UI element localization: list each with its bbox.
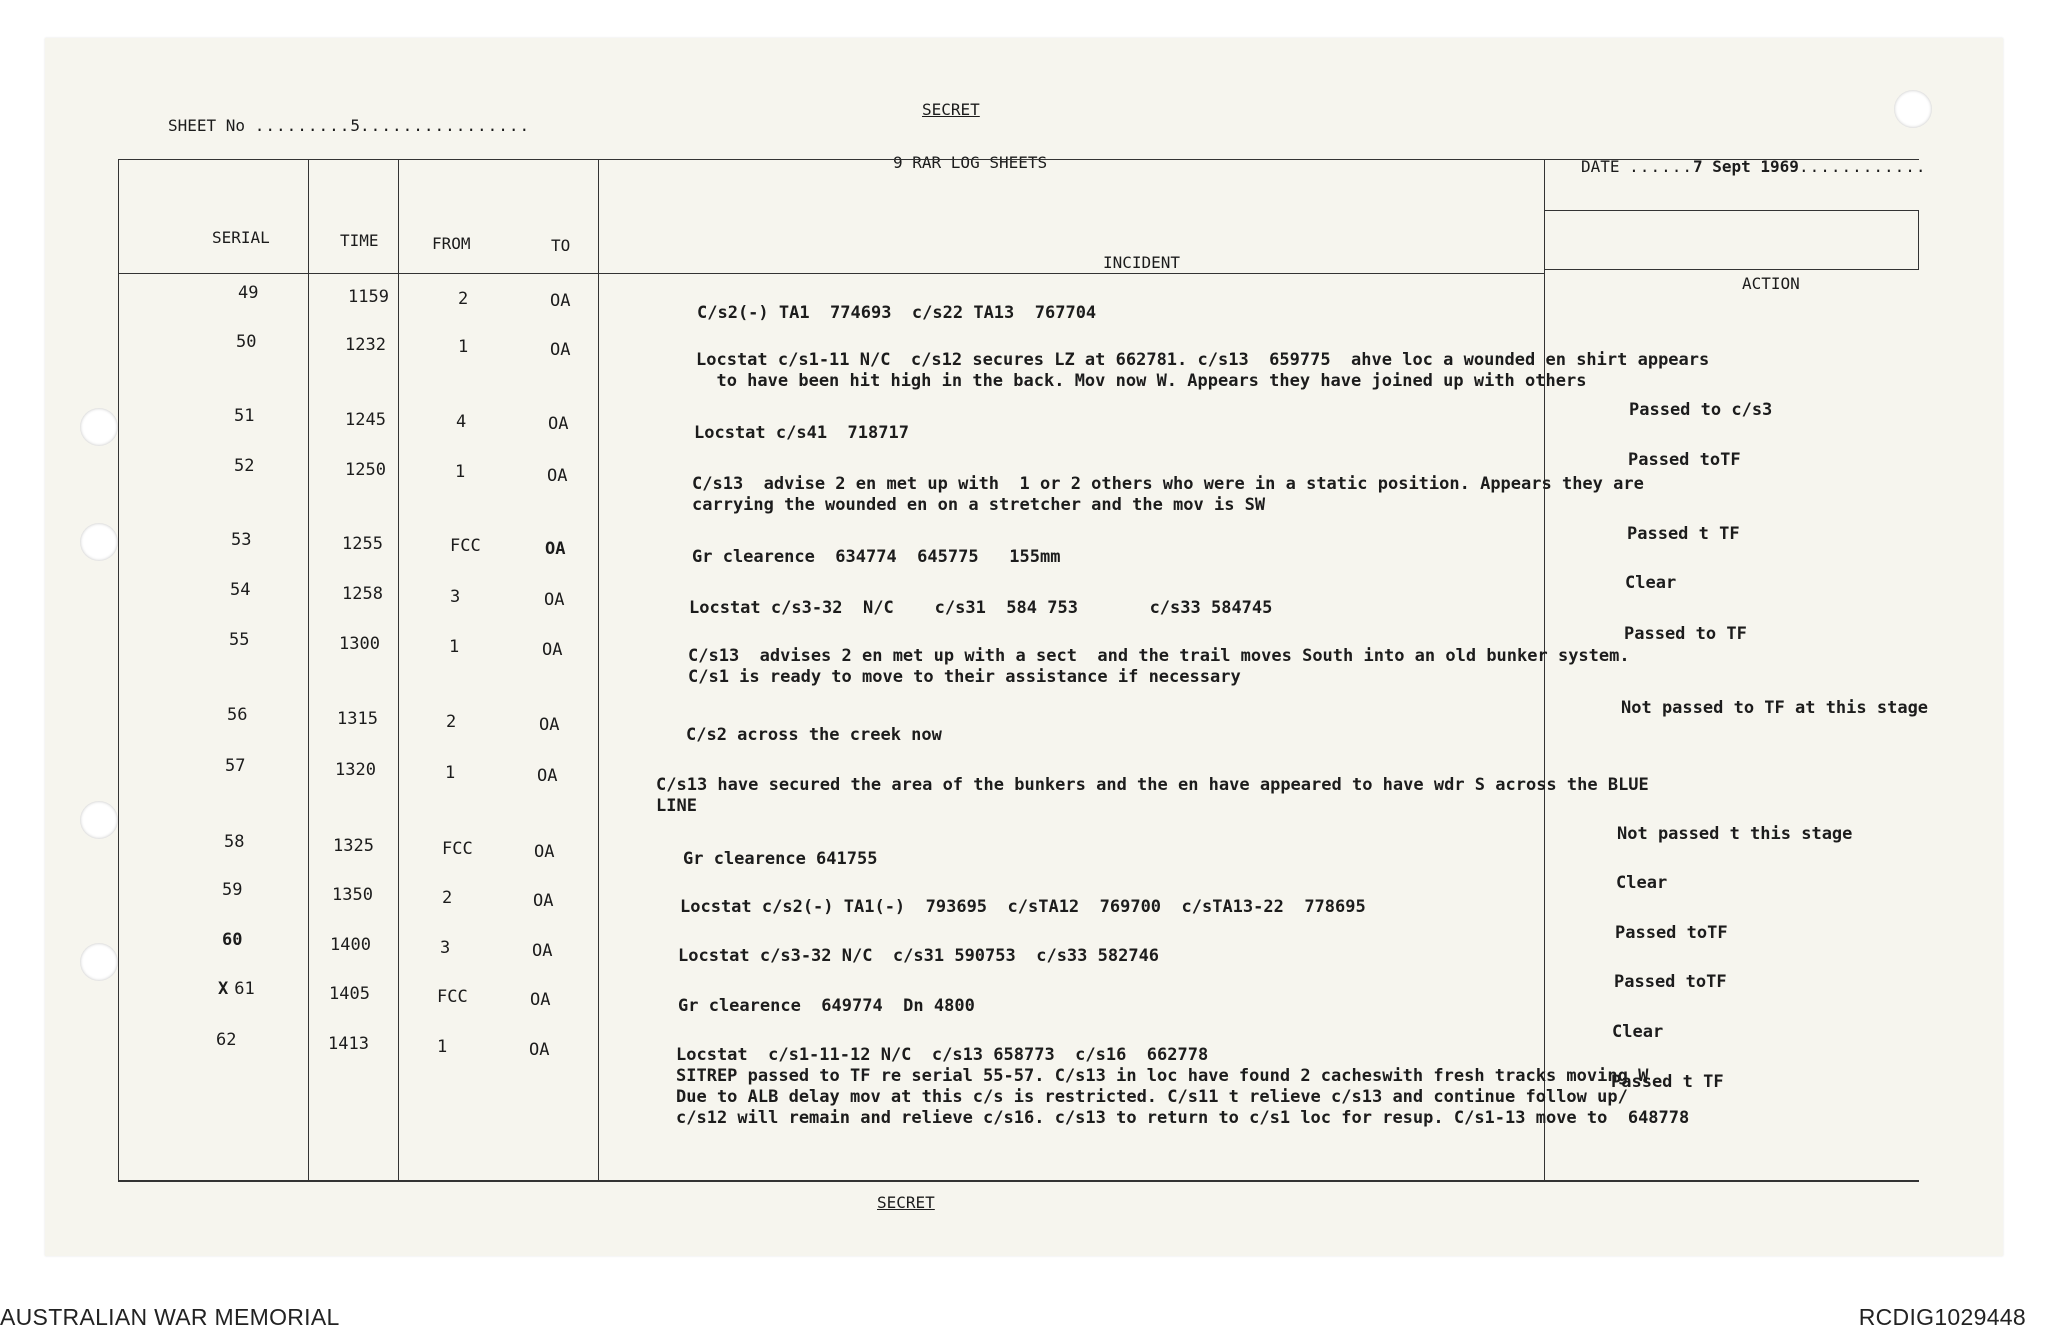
from-cell: 1 bbox=[449, 637, 460, 657]
to-cell: OA bbox=[542, 640, 563, 660]
incident-cell: Gr clearence 641755 bbox=[683, 849, 878, 869]
sheet-label: SHEET No bbox=[168, 116, 246, 135]
serial-cell: 58 bbox=[224, 832, 245, 852]
time-cell: 1320 bbox=[335, 760, 376, 780]
to-cell: OA bbox=[529, 1040, 550, 1060]
incident-cell: C/s2 across the creek now bbox=[686, 725, 942, 745]
date-field: DATE ......7 Sept 1969............ bbox=[1581, 157, 1927, 176]
action-cell: Passed toTF bbox=[1615, 923, 1728, 943]
from-cell: 3 bbox=[440, 938, 451, 958]
serial-cell: 56 bbox=[227, 705, 248, 725]
punch-hole bbox=[80, 523, 118, 561]
from-cell: 2 bbox=[458, 289, 469, 309]
from-cell: 1 bbox=[445, 763, 456, 783]
col-header-from: FROM bbox=[432, 234, 471, 253]
from-cell: 1 bbox=[458, 337, 469, 357]
date-label: DATE bbox=[1581, 157, 1620, 176]
table-bottom bbox=[118, 1180, 1919, 1181]
time-cell: 1400 bbox=[330, 935, 371, 955]
to-cell: OA bbox=[532, 941, 553, 961]
to-cell: OA bbox=[530, 990, 551, 1010]
sheet-dots: ......... bbox=[254, 116, 351, 135]
incident-cell: C/s2(-) TA1 774693 c/s22 TA13 767704 bbox=[697, 303, 1097, 323]
incident-cell: C/s13 have secured the area of the bunkers and the en have appeared to have wdr S across the BLUE LINE bbox=[656, 775, 1649, 816]
to-cell: OA bbox=[537, 766, 558, 786]
to-cell: OA bbox=[548, 414, 569, 434]
col-header-serial: SERIAL bbox=[212, 228, 270, 247]
to-cell: OA bbox=[533, 891, 554, 911]
from-cell: 1 bbox=[455, 462, 466, 482]
serial-cell bbox=[218, 979, 255, 999]
serial-cell: 55 bbox=[229, 630, 250, 650]
action-cell: Passed toTF bbox=[1614, 972, 1727, 992]
incident-cell: Locstat c/s3-32 N/C c/s31 584 753 c/s33 584745 bbox=[689, 598, 1273, 618]
document-title: 9 RAR LOG SHEETS bbox=[893, 153, 1048, 172]
to-cell: OA bbox=[550, 340, 571, 360]
incident-cell: C/s13 advise 2 en met up with 1 or 2 others who were in a static position. Appears they are carrying the wounded en on a stretcher and the mov is SW bbox=[692, 474, 1644, 515]
col-header-to: TO bbox=[551, 236, 571, 255]
classification-bottom: SECRET bbox=[877, 1193, 935, 1212]
from-cell: FCC bbox=[437, 987, 468, 1007]
action-cell: Clear bbox=[1616, 873, 1668, 893]
col-header-incident: INCIDENT bbox=[1103, 253, 1181, 272]
action-cell: Passed to c/s3 bbox=[1629, 400, 1773, 420]
strikeout-mark: X bbox=[218, 979, 229, 999]
serial-cell: 53 bbox=[231, 530, 252, 550]
serial-cell: 49 bbox=[238, 283, 259, 303]
serial-cell: 51 bbox=[234, 406, 255, 426]
time-cell: 1315 bbox=[337, 709, 378, 729]
action-cell: Passed toTF bbox=[1628, 450, 1741, 470]
col-divider-from-to bbox=[598, 159, 599, 1182]
header-divider bbox=[118, 273, 1544, 274]
action-cell: Clear bbox=[1612, 1022, 1664, 1042]
to-cell: OA bbox=[545, 539, 566, 559]
action-cell: Passed t TF bbox=[1627, 524, 1740, 544]
action-cell-extra: Passed t TF bbox=[1611, 1072, 1724, 1092]
time-cell: 1350 bbox=[332, 885, 373, 905]
time-cell: 1255 bbox=[342, 534, 383, 554]
punch-hole bbox=[80, 408, 118, 446]
from-cell: FCC bbox=[450, 536, 481, 556]
serial-cell: 54 bbox=[230, 580, 251, 600]
action-cell: Clear bbox=[1625, 573, 1677, 593]
incident-cell: Locstat c/s3-32 N/C c/s31 590753 c/s33 582746 bbox=[678, 946, 1160, 966]
serial-cell: 52 bbox=[234, 456, 255, 476]
punch-hole bbox=[1894, 90, 1932, 128]
footer-reference-id: RCDIG1029448 bbox=[1858, 1304, 2026, 1330]
from-cell: 2 bbox=[446, 712, 457, 732]
action-cell: Passed to TF bbox=[1624, 624, 1747, 644]
serial-cell: 62 bbox=[216, 1030, 237, 1050]
punch-hole bbox=[80, 943, 118, 981]
from-cell: 3 bbox=[450, 587, 461, 607]
incident-cell: Locstat c/s1-11-12 N/C c/s13 658773 c/s16 662778 SITREP passed to TF re serial 55-57. C/s13 in loc have found 2 cacheswith fresh tracks moving W Due to ALB delay mov at this c/s is restricted. C/s11 t relieve c/s13 and continue follow up/ c/s12 will remain and relieve c/s16. c/s13 to return to c/s1 loc for resup. C/s1-13 move to 648778 bbox=[676, 1045, 1690, 1128]
serial-value: 61 bbox=[234, 979, 255, 999]
col-header-action: ACTION bbox=[1742, 274, 1800, 293]
col-header-time: TIME bbox=[340, 231, 379, 250]
from-cell: 1 bbox=[437, 1037, 448, 1057]
date-value: 7 Sept 1969 bbox=[1692, 157, 1799, 176]
incident-cell: Gr clearence 649774 Dn 4800 bbox=[678, 996, 975, 1016]
from-cell: 2 bbox=[442, 888, 453, 908]
incident-cell: Locstat c/s1-11 N/C c/s12 secures LZ at 662781. c/s13 659775 ahve loc a wounded en shirt appears to have been hit high in the back. Mov now W. Appears they have joined up with others bbox=[696, 350, 1710, 391]
action-cell: Not passed to TF at this stage bbox=[1621, 698, 1929, 718]
sheet-number: SHEET No .........5................ bbox=[168, 116, 531, 135]
time-cell: 1245 bbox=[345, 410, 386, 430]
classification-top: SECRET bbox=[922, 100, 980, 119]
sheet-no-value: 5 bbox=[350, 116, 361, 135]
time-cell: 1258 bbox=[342, 584, 383, 604]
serial-cell: 57 bbox=[225, 756, 246, 776]
from-cell: FCC bbox=[442, 839, 473, 859]
col-divider-time bbox=[398, 159, 399, 1182]
time-cell: 1232 bbox=[345, 335, 386, 355]
to-cell: OA bbox=[539, 715, 560, 735]
incident-cell: Gr clearence 634774 645775 155mm bbox=[692, 547, 1061, 567]
footer-source: AUSTRALIAN WAR MEMORIAL bbox=[0, 1304, 340, 1330]
incident-cell: Locstat c/s2(-) TA1(-) 793695 c/sTA12 769700 c/sTA13-22 778695 bbox=[680, 897, 1366, 917]
action-header-box bbox=[1544, 210, 1919, 270]
punch-hole bbox=[80, 801, 118, 839]
time-cell: 1405 bbox=[329, 984, 370, 1004]
to-cell: OA bbox=[547, 466, 568, 486]
to-cell: OA bbox=[534, 842, 555, 862]
incident-cell: C/s13 advises 2 en met up with a sect and the trail moves South into an old bunker system. C/s1 is ready to move to their assistance if necessary bbox=[688, 646, 1630, 687]
action-cell: Not passed t this stage bbox=[1617, 824, 1853, 844]
time-cell: 1250 bbox=[345, 460, 386, 480]
time-cell: 1325 bbox=[333, 836, 374, 856]
time-cell: 1159 bbox=[348, 287, 389, 307]
to-cell: OA bbox=[550, 291, 571, 311]
incident-cell: Locstat c/s41 718717 bbox=[694, 423, 909, 443]
serial-cell: 59 bbox=[222, 880, 243, 900]
time-cell: 1413 bbox=[328, 1034, 369, 1054]
col-divider-serial bbox=[308, 159, 309, 1182]
time-cell: 1300 bbox=[339, 634, 380, 654]
serial-cell: 50 bbox=[236, 332, 257, 352]
to-cell: OA bbox=[544, 590, 565, 610]
serial-cell: 60 bbox=[222, 930, 243, 950]
from-cell: 4 bbox=[456, 412, 467, 432]
